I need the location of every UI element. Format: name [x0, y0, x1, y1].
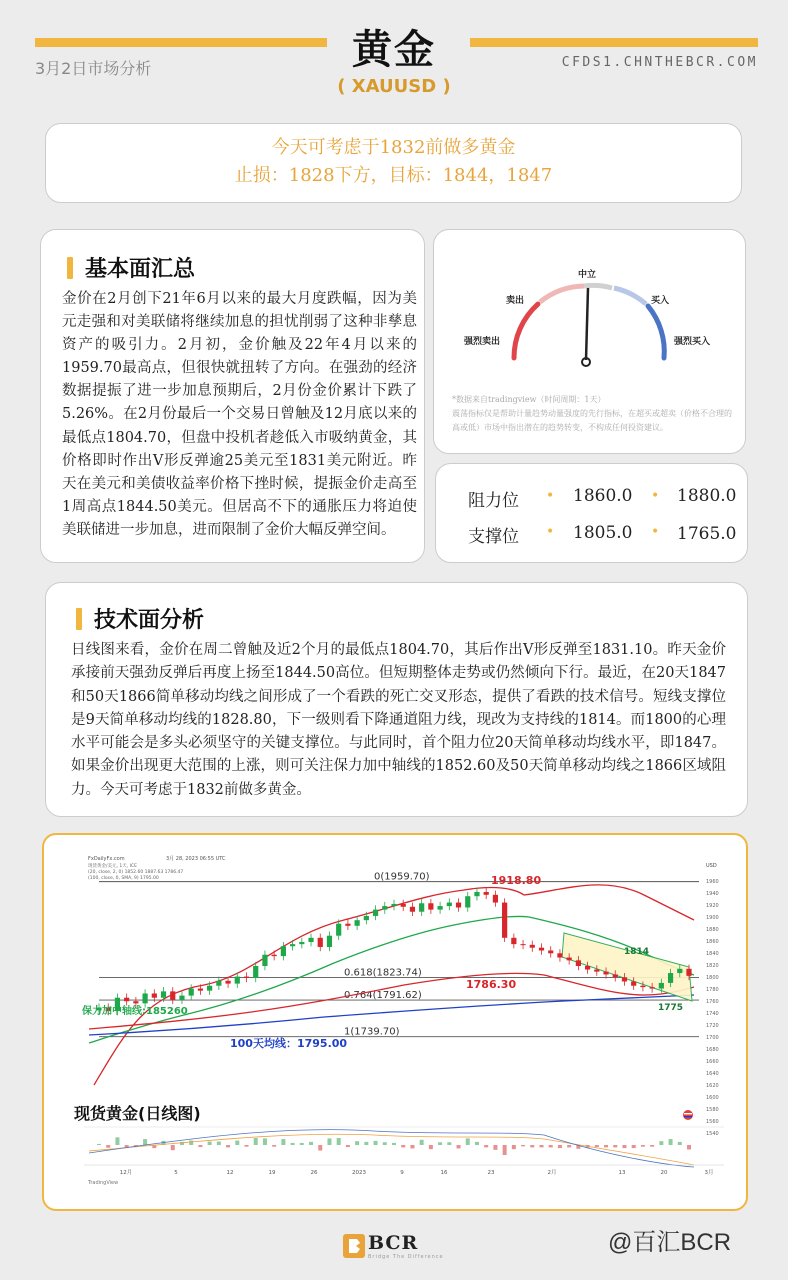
candle-body — [170, 991, 175, 999]
y-tick-label: 1540 — [706, 1131, 719, 1137]
chart-header-line-2: (20, close, 2, 0) 1852.60 1887.63 1786.47 — [88, 870, 184, 875]
y-tick-label: 1880 — [706, 927, 719, 933]
candle-body — [557, 953, 562, 957]
gauge-label-strong-buy: 强烈买入 — [673, 337, 711, 347]
candle-body — [576, 960, 581, 966]
y-tick-label: 1700 — [706, 1035, 719, 1041]
candle-body — [364, 916, 369, 920]
gauge-arc-buy — [614, 288, 646, 304]
levels-card — [435, 463, 748, 563]
candle-body — [465, 896, 470, 907]
x-tick-label: 26 — [310, 1170, 318, 1176]
macd-bar — [272, 1145, 276, 1147]
candle-body — [567, 958, 572, 961]
x-tick-label: 16 — [440, 1170, 448, 1176]
y-tick-label: 1840 — [706, 951, 719, 957]
candle-body — [548, 950, 553, 953]
macd-bar — [457, 1145, 461, 1148]
candle-body — [484, 892, 489, 895]
gauge-label-sell: 卖出 — [505, 296, 525, 306]
candle-body — [382, 906, 387, 910]
footer-tagline: Bridge The Difference — [368, 1254, 444, 1260]
annotation-low-mark: 1786.30 — [466, 978, 517, 991]
macd-bar — [106, 1145, 110, 1148]
macd-bar — [567, 1145, 571, 1147]
macd-bar — [300, 1143, 304, 1145]
candle-body — [299, 942, 304, 944]
candle-body — [474, 892, 479, 896]
x-tick-label: 9 — [400, 1170, 404, 1176]
macd-bar — [521, 1145, 525, 1146]
macd-bar — [346, 1145, 350, 1147]
macd-bar — [401, 1145, 405, 1147]
recommendation-line-2: 止损：1828下方，目标：1844，1847 — [234, 165, 553, 186]
candle-body — [650, 987, 655, 988]
fib-label: 0.618(1823.74) — [344, 967, 422, 979]
candle-body — [373, 910, 378, 916]
x-tick-label: 13 — [618, 1170, 626, 1176]
macd-bar — [447, 1142, 451, 1145]
support-dot-1: • — [546, 524, 555, 540]
candle-body — [198, 989, 203, 991]
y-tick-label: 1940 — [706, 891, 719, 897]
candle-body — [640, 986, 645, 987]
x-tick-label: 2月 — [547, 1170, 557, 1176]
candle-body — [410, 907, 415, 912]
gauge-label-neutral: 中立 — [577, 270, 597, 280]
macd-bar — [217, 1142, 221, 1145]
macd-bar — [254, 1138, 258, 1145]
gauge-note-text: 震荡指标仅是帮助计量趋势动量强度的先行指标，在超买或超卖（价格不合理的高或低）市场中指出潜在的趋势转变，不构成任何投资建议。 — [452, 409, 732, 432]
candle-body — [613, 974, 618, 977]
candle-body — [355, 920, 360, 926]
macd-bar — [475, 1142, 479, 1145]
candle-body — [133, 1001, 138, 1003]
candle-body — [603, 972, 608, 975]
macd-bar — [410, 1145, 414, 1148]
x-tick-label: 12 — [226, 1170, 234, 1176]
resistance-value-1: 1860.0 — [573, 486, 633, 506]
technical-text: 日线图来看，金价在周二曾触及近2个月的最低点1804.70，其后作出V形反弹至1831.10。昨天金价承接前天强劲反弹后再度上扬至1844.50高位。但短期整体走势或仍然倾向下行。最近，在20天1847和50天1866简单移动均线之间形成了一个看跌的死亡交叉形态，提供了看跌的技术信号。短线支撑位是9天简单移动均线的1828.80，下一级则看下降通道阻力线，现改为支持线的1814。而1800的心理水平可能会是多头必须坚守的关键支撑位。与此同时，首个阻力位20天简单移动均线水平，即1847。如果金价出现更大范围的上涨，则可关注保力加中轴线的1852.60及50天简单移动均线之1866区域阻力。今天可考虑于1832前做多黄金。 — [71, 642, 726, 798]
macd-bar — [540, 1145, 544, 1147]
macd-bar — [622, 1145, 626, 1148]
recommendation-line-1: 今天可考虑于1832前做多黄金 — [271, 137, 516, 158]
candle-body — [594, 970, 599, 972]
candle-body — [225, 981, 230, 984]
y-tick-label: 1580 — [706, 1107, 719, 1113]
macd-bar — [198, 1145, 202, 1147]
fib-label: 1(1739.70) — [344, 1026, 400, 1038]
gauge-note — [452, 393, 737, 435]
candle-body — [456, 903, 461, 908]
candle-body — [161, 991, 166, 997]
macd-bar — [641, 1145, 645, 1147]
annotation-channel-top: 1814 — [624, 947, 650, 957]
chart-header-line-1: 现货黄金/美元, 1天, ICE — [88, 864, 137, 869]
candle-body — [677, 969, 682, 973]
chart-header-line-3: (100, close, 0, SMA, 9) 1795.00 — [88, 876, 159, 881]
candle-body — [272, 955, 277, 956]
candle-body — [622, 977, 627, 981]
macd-bar — [549, 1145, 553, 1147]
candle-body — [659, 983, 664, 989]
chart-currency: USD — [706, 863, 717, 869]
y-tick-label: 1720 — [706, 1023, 719, 1029]
fib-label: 0(1959.70) — [374, 871, 430, 883]
candle-body — [152, 993, 157, 997]
chart-flag-icon — [683, 1110, 693, 1120]
x-tick-label: 23 — [487, 1170, 495, 1176]
resistance-dot-1: • — [546, 488, 555, 504]
macd-bar — [263, 1138, 267, 1145]
candle-body — [686, 969, 691, 976]
macd-bar — [383, 1142, 387, 1145]
macd-bar — [678, 1142, 682, 1145]
y-tick-label: 1640 — [706, 1071, 719, 1077]
annotation-bollinger-mid: 保力加中轴线:185260 — [82, 1006, 188, 1017]
annotation-ma100: 100天均线：1795.00 — [230, 1037, 348, 1050]
macd-bar — [392, 1143, 396, 1145]
support-dot-2: • — [651, 524, 660, 540]
candle-body — [216, 981, 221, 986]
macd-bar — [281, 1139, 285, 1145]
y-tick-label: 1740 — [706, 1011, 719, 1017]
macd-bar — [429, 1145, 433, 1149]
annotation-channel-bottom: 1775 — [658, 1003, 684, 1013]
macd-bar — [235, 1141, 239, 1146]
gauge-arc-neutral — [584, 285, 612, 288]
candle-body — [539, 948, 544, 951]
macd-bar — [669, 1139, 673, 1145]
candle-body — [207, 986, 212, 991]
candle-body — [290, 944, 295, 946]
candle-body — [281, 946, 286, 956]
y-tick-label: 1600 — [706, 1095, 719, 1101]
macd-bar — [318, 1145, 322, 1151]
macd-bar — [420, 1140, 424, 1145]
page-title: 黄金 — [352, 27, 436, 73]
candle-body — [235, 977, 240, 984]
candle-body — [401, 904, 406, 907]
macd-bar — [374, 1141, 378, 1145]
recommendation-card — [45, 123, 742, 203]
candle-body — [336, 924, 341, 936]
candle-body — [318, 938, 323, 947]
bcr-logo-icon — [343, 1234, 365, 1258]
macd-bar — [438, 1142, 442, 1145]
chart-header-date: 3月 28, 2023 06:55 UTC — [166, 856, 226, 862]
footer-logo: BCR — [368, 1232, 419, 1254]
fundamentals-card — [40, 229, 425, 563]
gauge-note-source: *数据来自tradingview（时间周期：1天） — [452, 395, 606, 404]
candle-body — [189, 989, 194, 996]
technical-heading-text: 技术面分析 — [94, 608, 205, 633]
heading-accent-bar — [67, 257, 73, 279]
resistance-value-2: 1880.0 — [677, 486, 737, 506]
gauge-needle — [586, 288, 588, 360]
candle-body — [253, 966, 258, 978]
x-tick-label: 12月 — [119, 1170, 133, 1176]
chart-flag-stripe — [684, 1116, 692, 1117]
y-tick-label: 1560 — [706, 1119, 719, 1125]
macd-bar — [604, 1145, 608, 1147]
x-tick-label: 2023 — [352, 1170, 366, 1176]
candle-body — [262, 955, 267, 966]
candle-body — [428, 903, 433, 909]
y-tick-label: 1660 — [706, 1059, 719, 1065]
candle-body — [391, 904, 396, 906]
chart-header-source: FxDailyFx.com — [88, 856, 125, 862]
annotation-high: 1918.80 — [491, 874, 542, 887]
candle-body — [437, 906, 442, 910]
gauge-arc-sell — [540, 286, 584, 302]
candle-body — [179, 996, 184, 1000]
x-tick-label: 20 — [660, 1170, 668, 1176]
y-tick-label: 1760 — [706, 999, 719, 1005]
candle-body — [327, 936, 332, 947]
gauge-arc-strong-sell — [514, 304, 538, 358]
gauge-label-buy: 买入 — [650, 296, 670, 306]
macd-bar — [337, 1138, 341, 1145]
macd-bar — [171, 1145, 175, 1150]
y-tick-label: 1800 — [706, 975, 719, 981]
candle-body — [585, 966, 590, 970]
candle-body — [447, 903, 452, 907]
resistance-label: 阻力位 — [468, 491, 519, 511]
macd-bar — [484, 1145, 488, 1147]
macd-bar — [355, 1141, 359, 1145]
resistance-dot-2: • — [651, 488, 660, 504]
sentiment-gauge-card — [433, 229, 746, 454]
support-label: 支撑位 — [468, 527, 519, 547]
y-tick-label: 1820 — [706, 963, 719, 969]
gauge-label-strong-sell: 强烈卖出 — [463, 337, 501, 347]
x-tick-label: 3月 — [704, 1170, 714, 1176]
y-tick-label: 1960 — [706, 879, 719, 885]
price-chart — [44, 835, 746, 1209]
macd-bar — [493, 1145, 497, 1150]
candle-body — [308, 938, 313, 942]
x-tick-label: 19 — [268, 1170, 276, 1176]
macd-bar — [364, 1142, 368, 1145]
x-tick-label: 5 — [174, 1170, 178, 1176]
y-tick-label: 1900 — [706, 915, 719, 921]
candle-body — [668, 973, 673, 983]
y-tick-label: 1860 — [706, 939, 719, 945]
page-subtitle: ( XAUUSD ) — [337, 76, 451, 97]
watermark: @百汇BCR — [608, 1229, 732, 1256]
fib-label: 0.764(1791.62) — [344, 990, 422, 1002]
candle-body — [502, 903, 507, 938]
heading-accent-bar — [76, 608, 82, 630]
fundamentals-text: 金价在2月创下21年6月以来的最大月度跌幅，因为美元走强和对美联储将继续加息的担忧削弱了这种非孳息资产的吸引力。2月初，金价触及22年4月以来的1959.70最高点，但很快就扭转了方向。在强劲的经济数据提振了进一步加息预期后，2月份金价累计下跌了5.26%。在2月份最后一个交易日曾触及12月底以来的最低点1804.70，但盘中投机者趁低入市吸纳黄金，其价格即时作出V形反弹逾25美元至1831美元附近。昨天在美元和美债收益率价格下挫时候，提振金价走高至1周高点1844.50美元。但居高不下的通胀压力将迫使美联储进一步加息，进而限制了金价大幅反弹空间。 — [62, 291, 417, 538]
macd-bar — [189, 1141, 193, 1146]
candle-body — [142, 993, 147, 1003]
candle-body — [345, 924, 350, 926]
candle-body — [511, 938, 516, 944]
sentiment-gauge — [434, 230, 747, 390]
macd-bar — [503, 1145, 507, 1155]
y-tick-label: 1780 — [706, 987, 719, 993]
macd-bar — [226, 1145, 230, 1147]
fundamentals-heading-text: 基本面汇总 — [85, 257, 196, 282]
gauge-arc-strong-buy — [648, 306, 664, 358]
macd-bar — [115, 1137, 119, 1145]
macd-bar — [659, 1141, 663, 1145]
candle-body — [419, 903, 424, 911]
support-value-2: 1765.0 — [677, 524, 737, 544]
macd-bar — [245, 1145, 249, 1147]
chart-flag-stripe — [684, 1113, 692, 1114]
macd-bar — [613, 1145, 617, 1147]
macd-bar — [650, 1145, 654, 1147]
macd-bar — [512, 1145, 516, 1149]
support-value-1: 1805.0 — [573, 523, 633, 543]
site-url[interactable]: CFDS1.CHNTHEBCR.COM — [561, 55, 758, 70]
y-tick-label: 1620 — [706, 1083, 719, 1089]
macd-bar — [466, 1138, 470, 1145]
macd-bar — [687, 1145, 691, 1150]
technical-card — [45, 582, 748, 817]
macd-bar — [327, 1138, 331, 1145]
macd-bar — [632, 1145, 636, 1148]
report-date: 3月2日市场分析 — [35, 59, 152, 78]
macd-bar — [309, 1142, 313, 1145]
y-tick-label: 1680 — [706, 1047, 719, 1053]
technical-heading — [76, 603, 204, 634]
candle-body — [631, 981, 636, 985]
macd-bar — [530, 1145, 534, 1147]
candle-body — [124, 998, 129, 1002]
candle-body — [530, 945, 535, 948]
candle-body — [244, 977, 249, 978]
chart-title: 现货黄金(日线图) — [74, 1104, 201, 1123]
macd-bar — [208, 1142, 212, 1145]
price-chart-frame — [42, 833, 748, 1211]
candle-body — [520, 944, 525, 945]
macd-bar — [291, 1143, 295, 1145]
candle-body — [493, 895, 498, 903]
macd-bar — [558, 1145, 562, 1148]
macd-bar — [595, 1145, 599, 1147]
y-tick-label: 1920 — [706, 903, 719, 909]
macd-bar — [143, 1139, 147, 1145]
fundamentals-heading — [67, 252, 195, 283]
macd-bar — [97, 1144, 101, 1145]
chart-provider-logo: TradingView — [88, 1180, 119, 1186]
